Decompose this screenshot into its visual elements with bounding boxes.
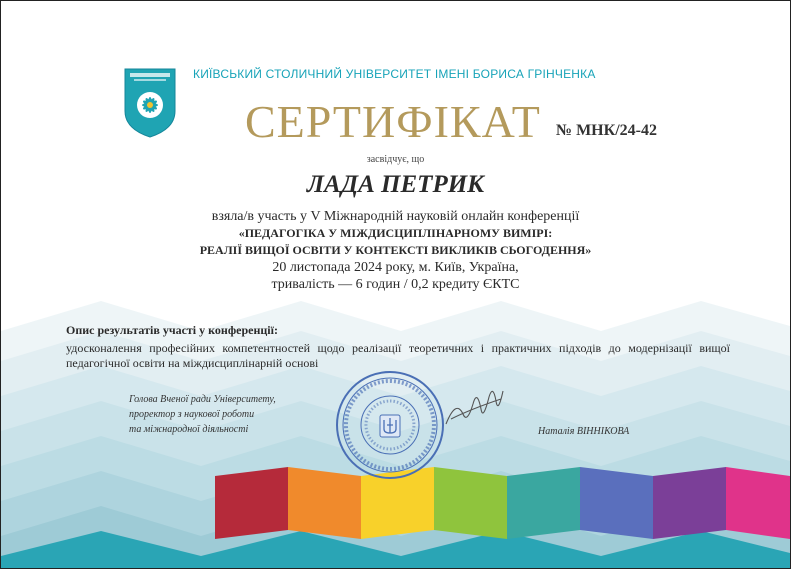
signer-name: Наталія ВІННІКОВА xyxy=(538,426,630,437)
date-place-line: 20 листопада 2024 року, м. Київ, Україна, xyxy=(272,260,519,275)
signer-position-line-2: проректор з наукової роботи xyxy=(129,409,255,420)
recipient-name: ЛАДА ПЕТРИК xyxy=(306,171,485,198)
conference-details xyxy=(1,208,790,293)
certificate-title: СЕРТИФІКАТ xyxy=(245,96,541,147)
participation-line: взяла/в участь у V Міжнародній науковій онлайн конференції xyxy=(211,209,580,224)
conference-title-line-2: РЕАЛІЇ ВИЩОЇ ОСВІТИ У КОНТЕКСТІ ВИКЛИКІВ СЬОГОДЕННЯ» xyxy=(199,243,592,257)
duration-line: тривалість — 6 годин / 0,2 кредиту ЄКТС xyxy=(271,277,520,292)
signer-position-line-1: Голова Вченої ради Університету, xyxy=(129,394,276,405)
certificate-number: № МНК/24-42 xyxy=(556,122,657,139)
description-title: Опис результатів участі у конференції: xyxy=(66,323,278,337)
certifies-text: засвідчує, що xyxy=(366,154,425,165)
signer-position xyxy=(129,392,276,437)
round-official-stamp-icon xyxy=(334,369,446,481)
signer-position-line-3: та міжнародної діяльності xyxy=(129,424,249,435)
description-text: удосконалення професійних компетентностей щодо реалізації теоретичних і практичних підходів до модернізації вищої педагогічної освіти на міждисциплінарній основі xyxy=(66,341,730,370)
handwritten-signature-icon xyxy=(441,379,511,439)
university-shield-logo-icon xyxy=(122,67,178,139)
conference-title-line-1: «ПЕДАГОГІКА У МІЖДИСЦИПЛІНАРНОМУ ВИМІРІ: xyxy=(238,226,553,240)
university-name: КИЇВСЬКИЙ СТОЛИЧНИЙ УНІВЕРСИТЕТ ІМЕНІ БОРИСА ГРІНЧЕНКА xyxy=(193,67,596,81)
